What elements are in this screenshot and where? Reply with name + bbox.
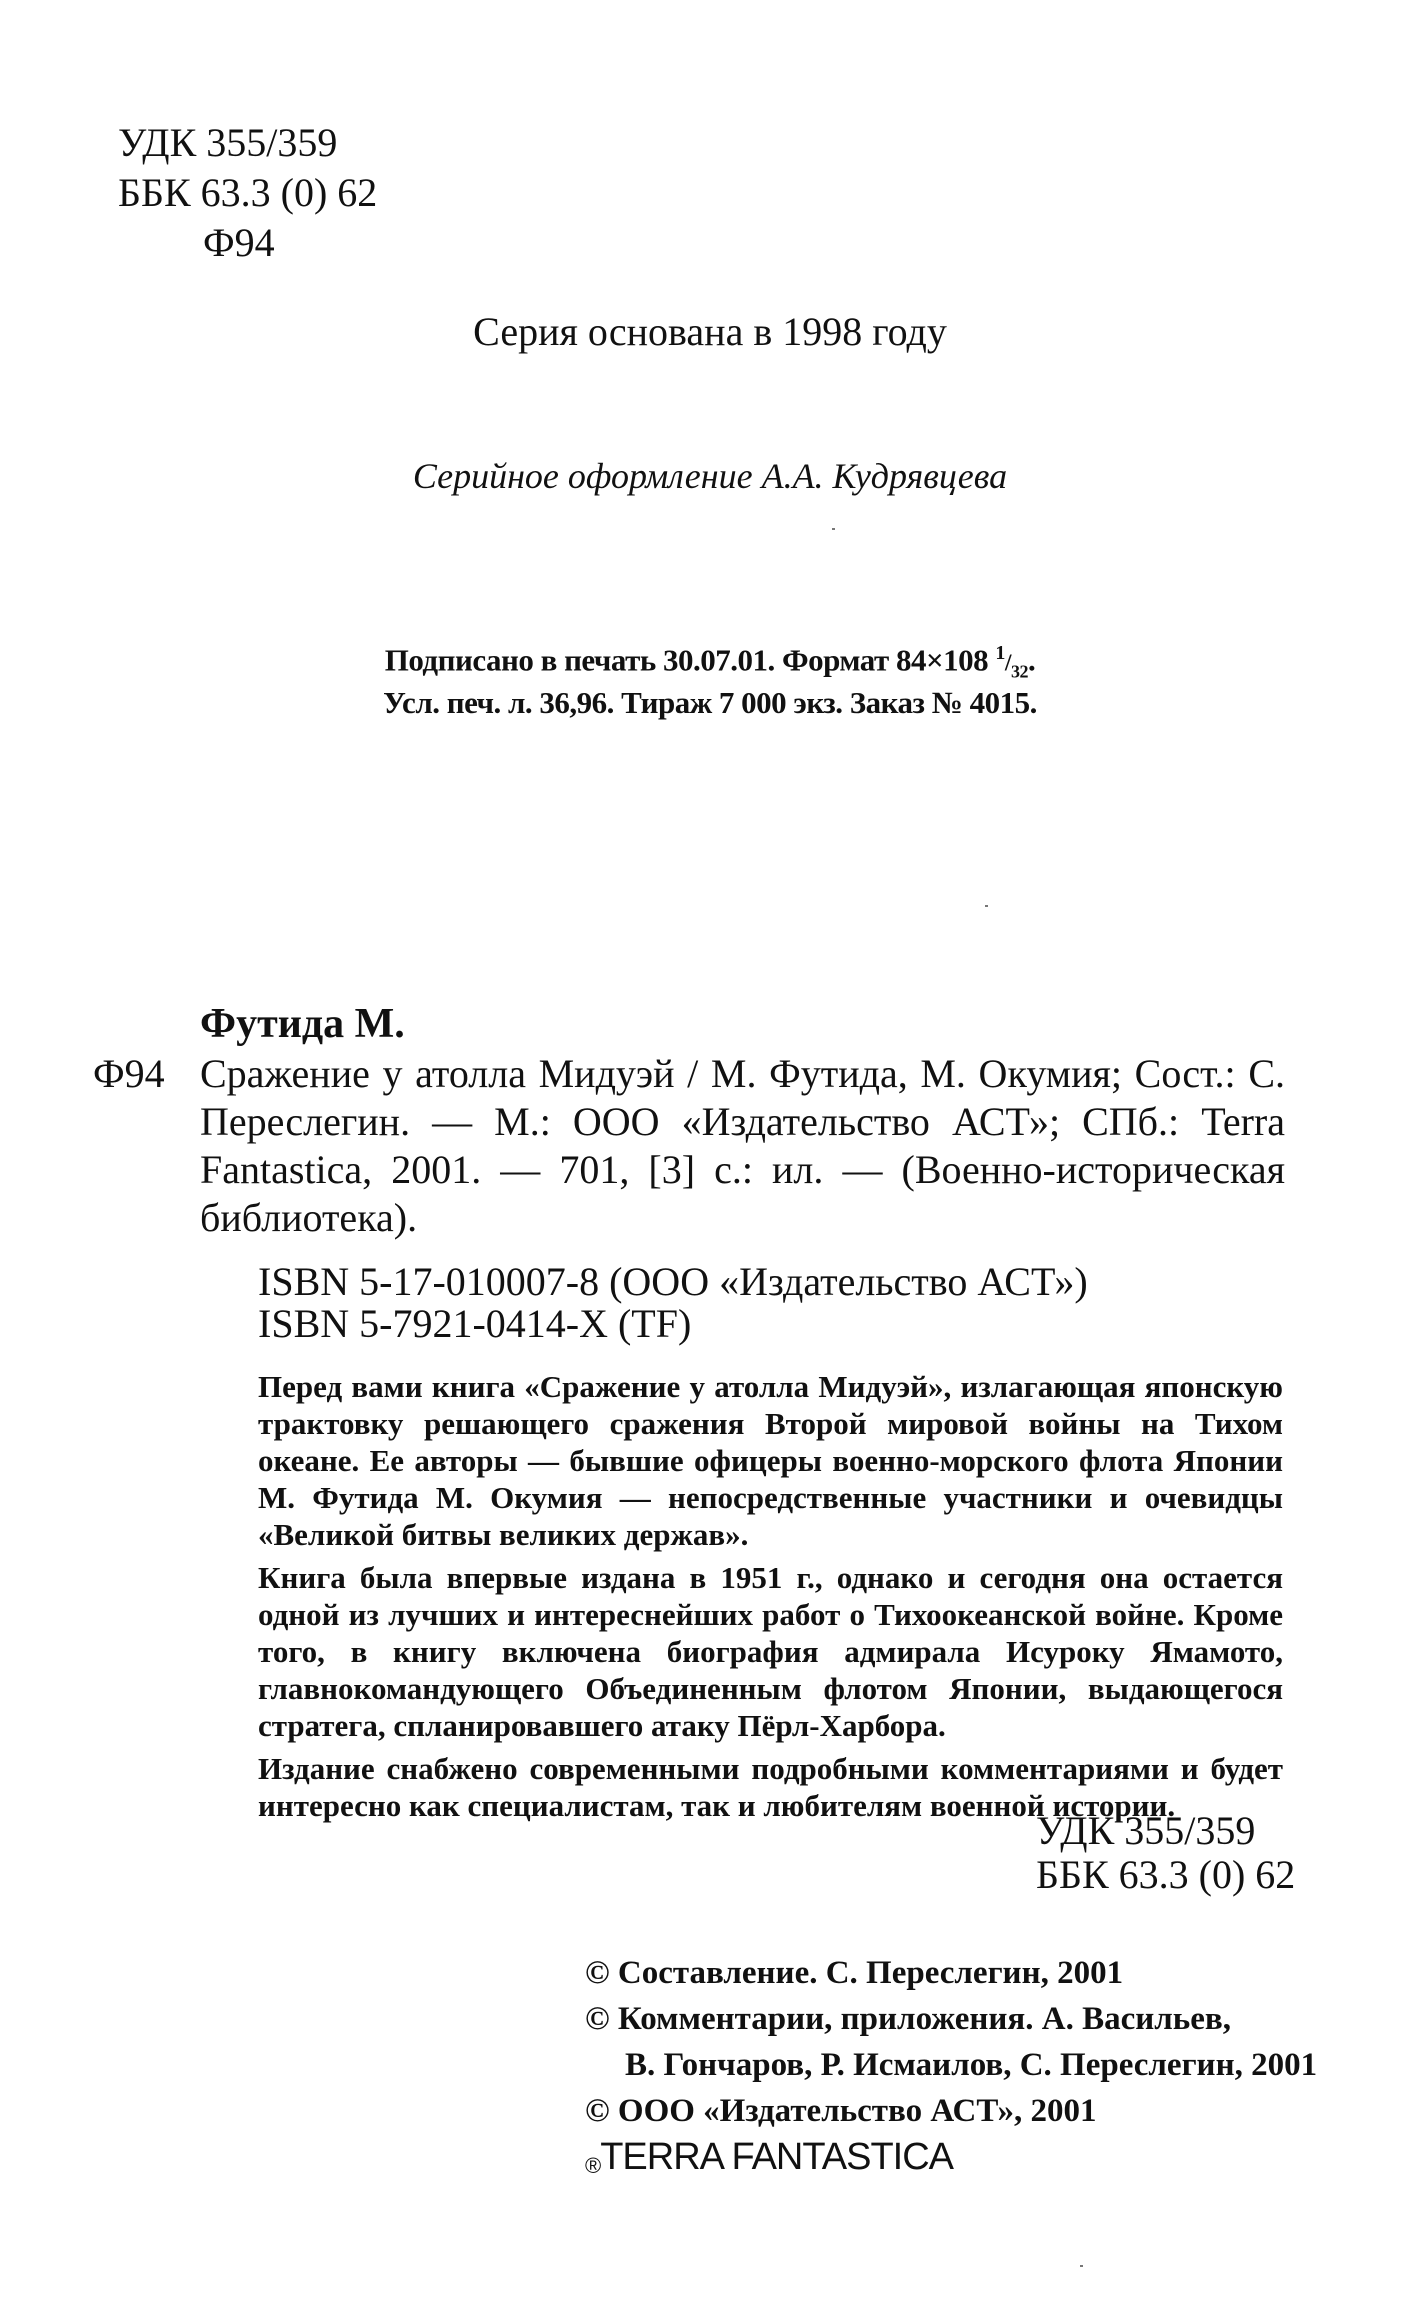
print-info-line2: Усл. печ. л. 36,96. Тираж 7 000 экз. Заказ № 4015. xyxy=(383,685,1037,720)
isbn-ast: ISBN 5-17-010007-8 (ООО «Издательство АСТ») xyxy=(258,1259,1088,1304)
annotation-paragraph-3: Издание снабжено современными подробными комментариями и будет интересно как специалистам, так и любителям военной истории. xyxy=(258,1751,1283,1823)
annotation-paragraph-1: Перед вами книга «Сражение у атолла Мидуэй», излагающая японскую трактовку решающего сражения Второй мировой войны на Тихом океане. Ее авторы — бывшие офицеры военно-морского флота Японии М. Футида М. Окумия — непосредственные участники и очевидцы «Великой битвы великих держав». xyxy=(258,1369,1283,1552)
print-info-line1: Подписано в печать 30.07.01. Формат 84×108 $^1/_{32}$. xyxy=(384,642,1036,682)
fraction-numerator: 1 xyxy=(995,642,1005,664)
scan-speck xyxy=(832,528,835,530)
annotation-paragraph-2: Книга была впервые издана в 1951 г., однако и сегодня она остается одной из лучших и интереснейших работ о Тихоокеанской войне. Кроме того, в книгу включена биография адмирала Исуроку Ямамото, главнокомандующего Объединенным флотом Японии, выдающегося стратега, спланировавшего атаку Пёрл-Харбора. xyxy=(258,1560,1283,1743)
author-mark: Ф94 xyxy=(203,220,275,265)
bib-description: Сражение у атолла Мидуэй / М. Футида, М. Окумия; Сост.: С. Переслегин. — М.: ООО «Издательство АСТ»; СПб.: Terra Fantastica, 2001. — 701, [3] с.: ил. — (Военно-историческая библиотека). xyxy=(200,1051,1285,1240)
scan-speck xyxy=(985,905,988,907)
series-line: Серия основана в 1998 году xyxy=(473,309,947,354)
copyright-compilation: © Составление. С. Переслегин, 2001 xyxy=(585,1955,1124,1991)
annotation-udk: УДК 355/359 xyxy=(1036,1808,1256,1853)
bib-author-mark: Ф94 xyxy=(93,1051,165,1096)
annotation-bbk: ББК 63.3 (0) 62 xyxy=(1036,1852,1296,1897)
udk-code: УДК 355/359 xyxy=(118,120,338,165)
copyright-comments-authors: В. Гончаров, Р. Исмаилов, С. Переслегин, 2001 xyxy=(625,2047,1318,2083)
bbk-code: ББК 63.3 (0) 62 xyxy=(118,170,378,215)
isbn-tf: ISBN 5-7921-0414-X (TF) xyxy=(258,1301,692,1346)
book-author: Футида М. xyxy=(200,1001,405,1047)
registered-icon: ® xyxy=(585,2153,601,2178)
copyright-ast: © ООО «Издательство АСТ», 2001 xyxy=(585,2093,1097,2129)
annotation xyxy=(258,1368,1283,1824)
terra-fantastica-name: TERRA FANTASTICA xyxy=(600,2136,954,2178)
print-info-suffix: . xyxy=(1028,642,1036,678)
fraction-denominator: 32 xyxy=(1011,661,1029,682)
terra-fantastica-logo xyxy=(585,2136,953,2179)
print-info-prefix: Подписано в печать 30.07.01. Формат 84×108 xyxy=(384,642,996,678)
scan-speck xyxy=(1080,2265,1083,2267)
copyright-comments: © Комментарии, приложения. А. Васильев, xyxy=(585,2001,1231,2037)
design-credit: Серийное оформление А.А. Кудрявцева xyxy=(412,456,1008,496)
